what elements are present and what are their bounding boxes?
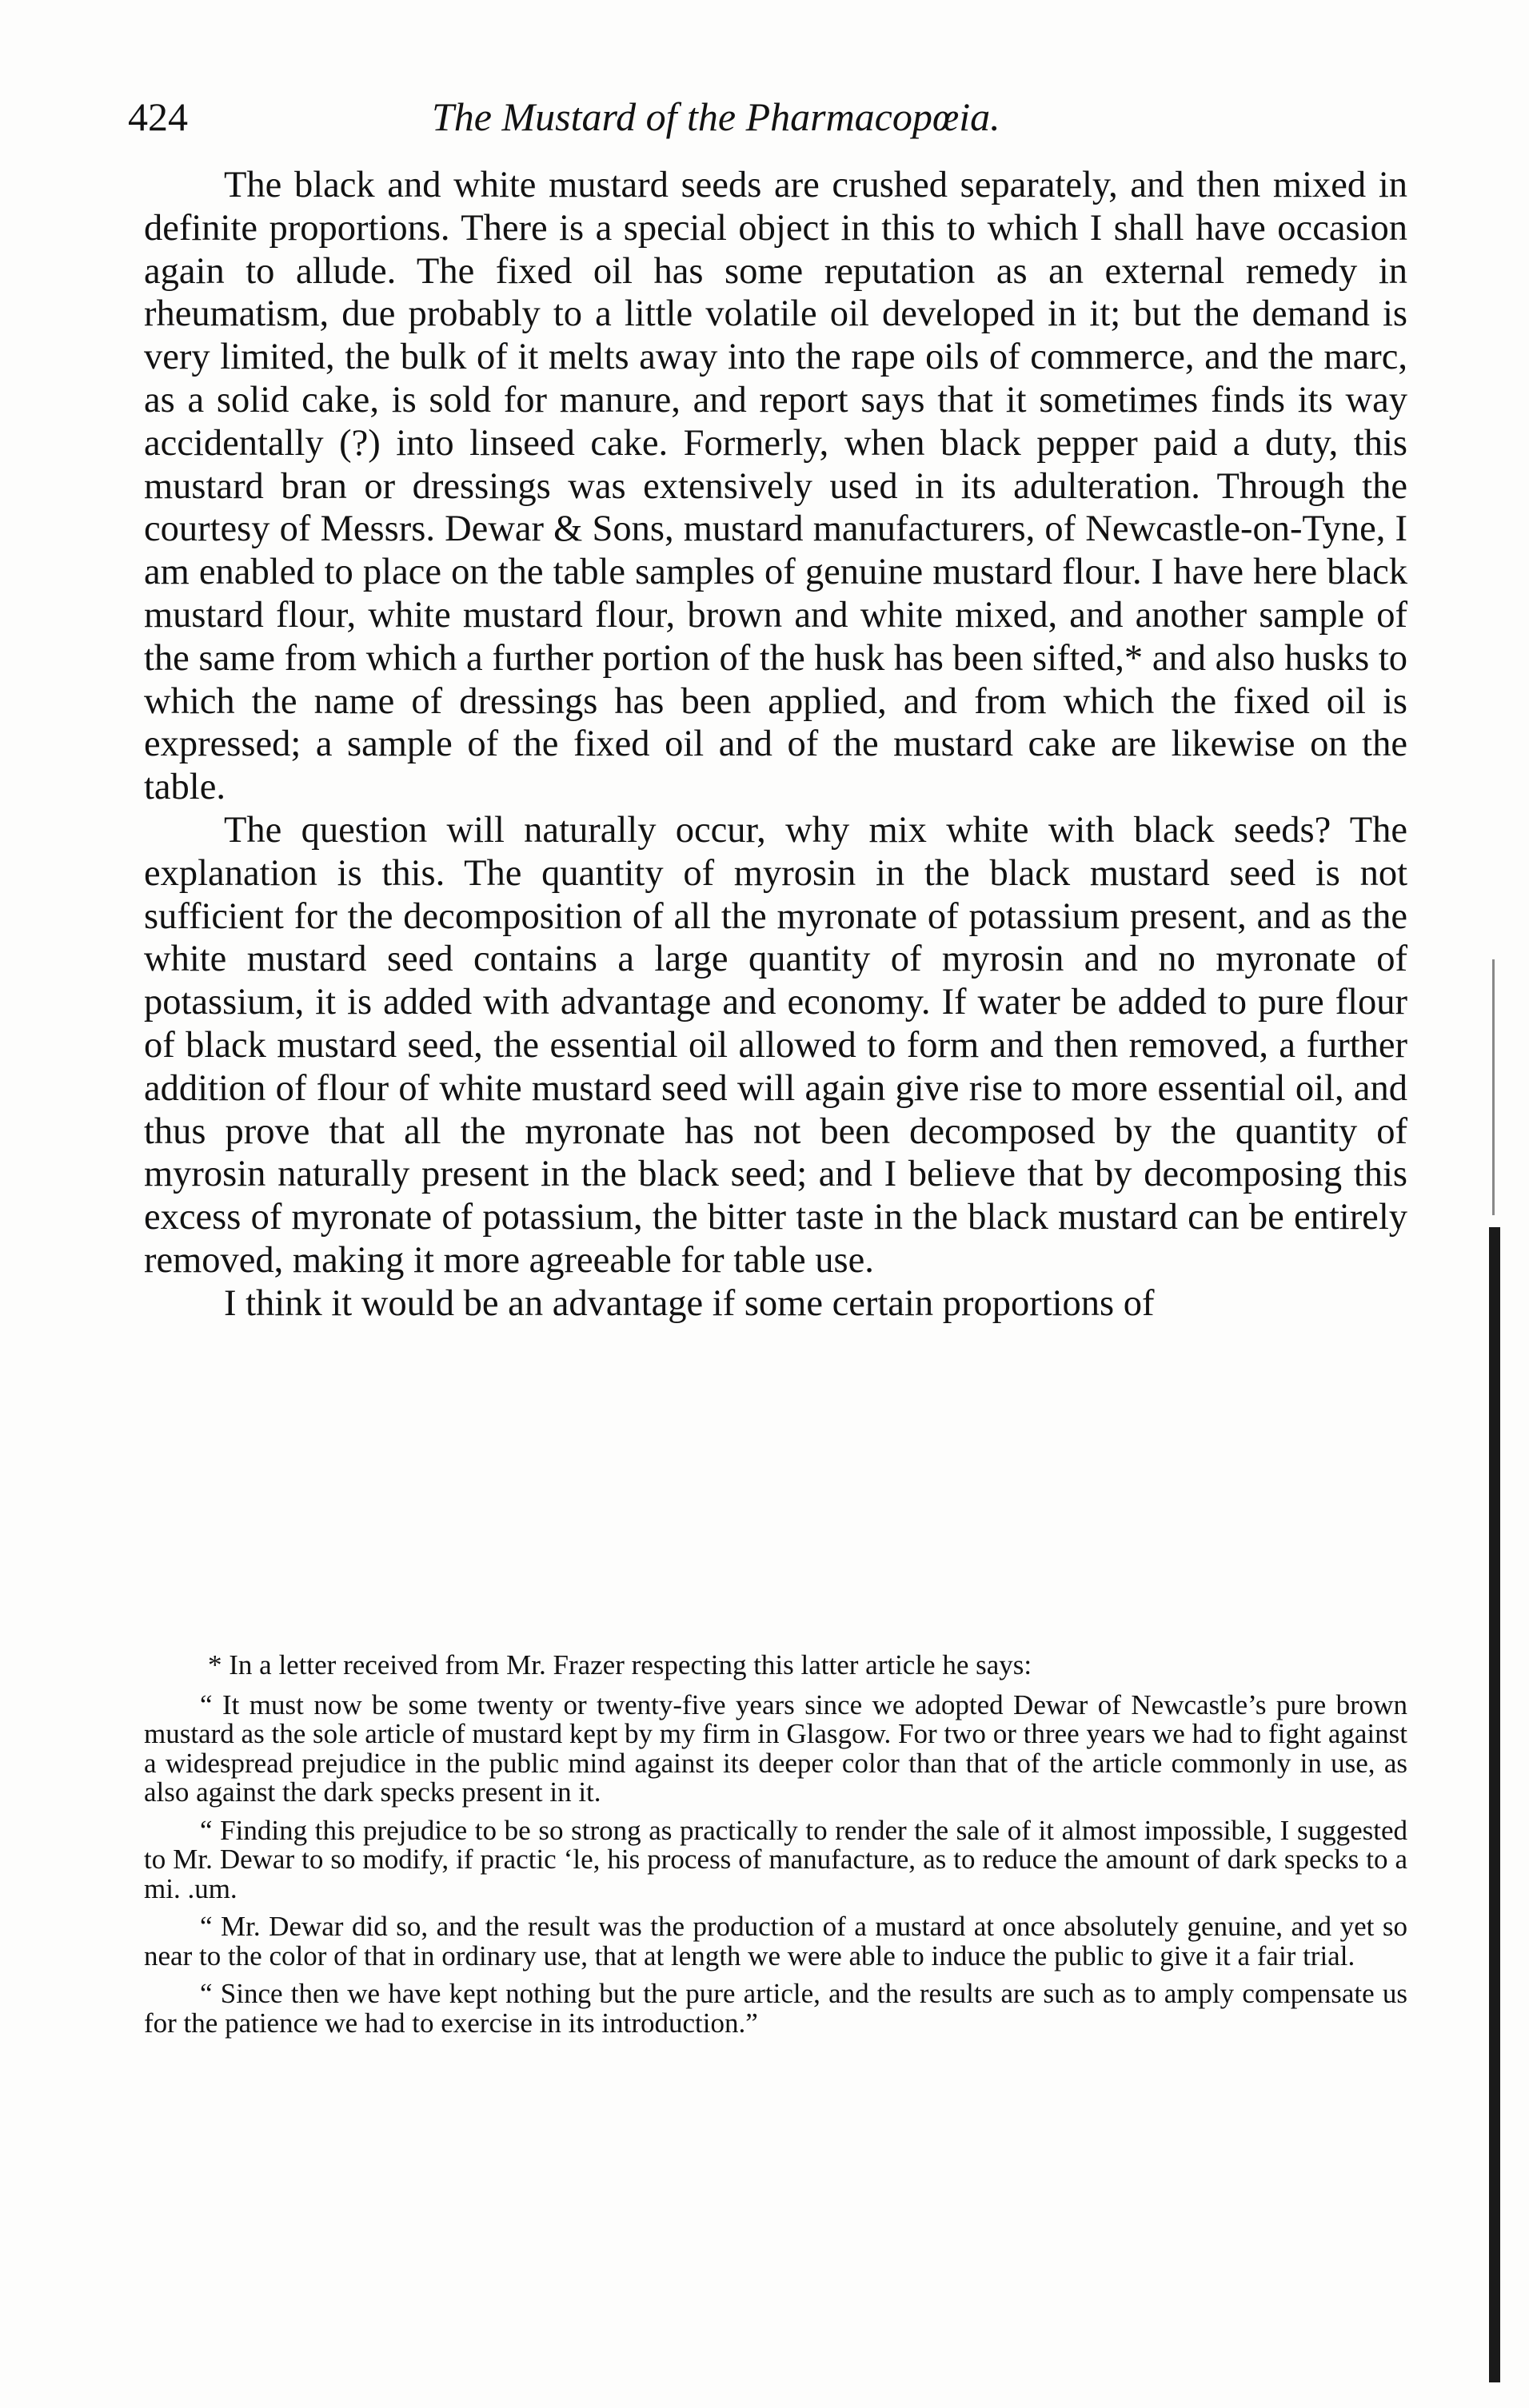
scan-edge-shadow [1489,1227,1500,2382]
footnote-quote: “ Since then we have kept nothing but the pure article, and the results are such as to amply compensate us for the patience we had to exercise in its introduction.” [144,1978,1407,2039]
running-header [128,90,1359,146]
footnote-quote: “ Finding this prejudice to be so strong as practically to render the sale of it almost impossible, I suggested to Mr. Dewar to so modify, if practic ‘le, his process of manufacture, as to reduce the amount of dark specks to a mi. .um. [144,1814,1407,1904]
footnote-quote: “ Mr. Dewar did so, and the result was the production of a mustard at once absolutely genuine, and yet so near to the color of that in ordinary use, that at length we were able to induce the public to give it a fair trial. [144,1911,1407,1971]
footnote-quote: “ It must now be some twenty or twenty-five years since we adopted Dewar of Newcastle’s pure brown mustard as the sole article of mustard kept by my firm in Glasgow. For two or three years we had to fight against a widespread prejudice in the public mind against its deeper color than that of the article commonly in use, as also against the dark specks present in it. [144,1688,1407,1808]
body-paragraph: The black and white mustard seeds are crushed separately, and then mixed in definite proportions. There is a special object in this to which I shall have occasion again to allude. The fixed oil has some reputation as an external remedy in rheumatism, due probably to a little volatile oil developed in it; but the demand is very limited, the bulk of it melts away into the rape oils of commerce, and the marc, as a solid cake, is sold for manure, and report says that it sometimes finds its way accidentally (?) into linseed cake. Formerly, when black pepper paid a duty, this mustard bran or dressings was extensively used in its adulteration. Through the courtesy of Messrs. Dewar & Sons, mustard manufacturers, of Newcastle-on-Tyne, I am enabled to place on the table samples of genuine mustard flour. I have here black mustard flour, white mustard flour, brown and white mixed, and another sample of the same from which a further portion of the husk has been sifted,* and also husks to which the name of dressings has been applied, and from which the fixed oil is expressed; a sample of the fixed oil and of the mustard cake are likewise on the table. [144,165,1407,808]
footnote-block [144,1651,1407,2047]
body-paragraph: The question will naturally occur, why mix white with black seeds? The explanation is this. The quantity of myrosin in the black mustard seed is not sufficient for the decomposition of all the myronate of potassium present, and as the white mustard seed contains a large quantity of myrosin and no myronate of potassium, it is added with advantage and economy. If water be added to pure flour of black mustard seed, the essential oil allowed to form and then removed, a further addition of flour of white mustard seed will again give rise to more essential oil, and thus prove that all the myronate has not been decomposed by the quantity of myrosin naturally present in the black seed; and I believe that by decomposing this excess of myronate of potassium, the bitter taste in the black mustard can be entirely removed, making it more agreeable for table use. [144,809,1407,1281]
footnote-intro: * In a letter received from Mr. Frazer respecting this latter article he says: [208,1649,1032,1680]
running-title: The Mustard of the Pharmacopœia. [432,94,1000,139]
page-number: 424 [128,94,188,139]
scan-edge-mark [1492,959,1495,1215]
main-text [144,164,1407,1326]
body-paragraph: I think it would be an advantage if some certain proportions of [224,1282,1155,1324]
